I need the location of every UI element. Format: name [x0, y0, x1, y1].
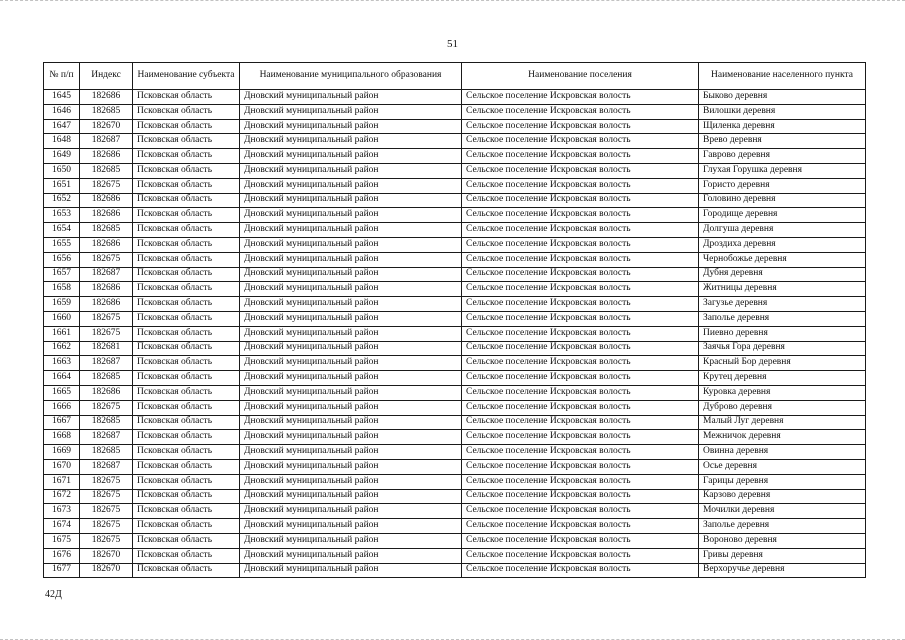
cell-municipality: Дновский муниципальный район: [240, 297, 462, 312]
cell-subject: Псковская область: [133, 326, 240, 341]
cell-municipality: Дновский муниципальный район: [240, 90, 462, 105]
cell-settlement: Сельское поселение Искровская волость: [462, 223, 699, 238]
table-row: [44, 252, 866, 267]
scan-edge-bottom: [0, 632, 905, 640]
table-row: [44, 237, 866, 252]
cell-municipality: Дновский муниципальный район: [240, 326, 462, 341]
cell-num: 1647: [44, 119, 80, 134]
cell-municipality: Дновский муниципальный район: [240, 193, 462, 208]
cell-municipality: Дновский муниципальный район: [240, 119, 462, 134]
cell-place: Пиевно деревня: [699, 326, 866, 341]
table-row: [44, 489, 866, 504]
cell-index: 182685: [80, 163, 133, 178]
cell-settlement: Сельское поселение Искровская волость: [462, 445, 699, 460]
scan-edge-top: [0, 0, 905, 6]
cell-place: Гористо деревня: [699, 178, 866, 193]
cell-subject: Псковская область: [133, 415, 240, 430]
cell-place: Дубня деревня: [699, 267, 866, 282]
cell-place: Куровка деревня: [699, 385, 866, 400]
cell-place: Заполье деревня: [699, 311, 866, 326]
cell-settlement: Сельское поселение Искровская волость: [462, 341, 699, 356]
cell-index: 182675: [80, 519, 133, 534]
cell-subject: Псковская область: [133, 533, 240, 548]
cell-place: Долгуша деревня: [699, 223, 866, 238]
cell-settlement: Сельское поселение Искровская волость: [462, 504, 699, 519]
cell-index: 182681: [80, 341, 133, 356]
table-row: [44, 311, 866, 326]
cell-place: Крутец деревня: [699, 371, 866, 386]
cell-place: Чернобожье деревня: [699, 252, 866, 267]
cell-num: 1653: [44, 208, 80, 223]
cell-place: Щиленка деревня: [699, 119, 866, 134]
cell-index: 182686: [80, 149, 133, 164]
table-row: [44, 104, 866, 119]
cell-municipality: Дновский муниципальный район: [240, 356, 462, 371]
cell-subject: Псковская область: [133, 371, 240, 386]
cell-index: 182685: [80, 371, 133, 386]
cell-subject: Псковская область: [133, 223, 240, 238]
table-row: [44, 385, 866, 400]
cell-num: 1670: [44, 459, 80, 474]
cell-municipality: Дновский муниципальный район: [240, 252, 462, 267]
cell-subject: Псковская область: [133, 267, 240, 282]
cell-subject: Псковская область: [133, 178, 240, 193]
cell-place: Вороново деревня: [699, 533, 866, 548]
cell-index: 182685: [80, 104, 133, 119]
cell-settlement: Сельское поселение Искровская волость: [462, 163, 699, 178]
cell-index: 182675: [80, 489, 133, 504]
header-index: Индекс: [80, 63, 133, 90]
cell-num: 1672: [44, 489, 80, 504]
cell-subject: Псковская область: [133, 504, 240, 519]
table-row: [44, 371, 866, 386]
cell-index: 182675: [80, 533, 133, 548]
cell-municipality: Дновский муниципальный район: [240, 178, 462, 193]
cell-municipality: Дновский муниципальный район: [240, 163, 462, 178]
cell-index: 182687: [80, 459, 133, 474]
cell-municipality: Дновский муниципальный район: [240, 149, 462, 164]
cell-num: 1673: [44, 504, 80, 519]
cell-municipality: Дновский муниципальный район: [240, 533, 462, 548]
table-header: [44, 63, 866, 90]
cell-settlement: Сельское поселение Искровская волость: [462, 311, 699, 326]
cell-municipality: Дновский муниципальный район: [240, 267, 462, 282]
cell-index: 182675: [80, 326, 133, 341]
cell-municipality: Дновский муниципальный район: [240, 504, 462, 519]
cell-index: 182686: [80, 237, 133, 252]
table-row: [44, 430, 866, 445]
cell-place: Загузье деревня: [699, 297, 866, 312]
table-row: [44, 178, 866, 193]
cell-settlement: Сельское поселение Искровская волость: [462, 193, 699, 208]
cell-settlement: Сельское поселение Искровская волость: [462, 371, 699, 386]
table-row: [44, 223, 866, 238]
cell-settlement: Сельское поселение Искровская волость: [462, 563, 699, 578]
cell-settlement: Сельское поселение Искровская волость: [462, 548, 699, 563]
cell-municipality: Дновский муниципальный район: [240, 385, 462, 400]
cell-place: Межничок деревня: [699, 430, 866, 445]
cell-index: 182686: [80, 297, 133, 312]
cell-num: 1650: [44, 163, 80, 178]
cell-settlement: Сельское поселение Искровская волость: [462, 267, 699, 282]
cell-place: Гривы деревня: [699, 548, 866, 563]
cell-index: 182685: [80, 445, 133, 460]
cell-index: 182675: [80, 504, 133, 519]
cell-subject: Псковская область: [133, 563, 240, 578]
cell-place: Карзово деревня: [699, 489, 866, 504]
cell-index: 182686: [80, 90, 133, 105]
cell-subject: Псковская область: [133, 445, 240, 460]
cell-num: 1669: [44, 445, 80, 460]
cell-num: 1651: [44, 178, 80, 193]
cell-subject: Псковская область: [133, 237, 240, 252]
cell-num: 1659: [44, 297, 80, 312]
cell-place: Глухая Горушка деревня: [699, 163, 866, 178]
cell-municipality: Дновский муниципальный район: [240, 415, 462, 430]
cell-subject: Псковская область: [133, 519, 240, 534]
cell-settlement: Сельское поселение Искровская волость: [462, 237, 699, 252]
cell-subject: Псковская область: [133, 134, 240, 149]
cell-index: 182675: [80, 178, 133, 193]
table-row: [44, 267, 866, 282]
settlements-table: [43, 62, 866, 578]
cell-num: 1676: [44, 548, 80, 563]
table-row: [44, 548, 866, 563]
cell-municipality: Дновский муниципальный район: [240, 223, 462, 238]
cell-settlement: Сельское поселение Искровская волость: [462, 104, 699, 119]
cell-place: Городище деревня: [699, 208, 866, 223]
table-row: [44, 504, 866, 519]
cell-subject: Псковская область: [133, 430, 240, 445]
cell-num: 1655: [44, 237, 80, 252]
cell-num: 1648: [44, 134, 80, 149]
header-num: № п/п: [44, 63, 80, 90]
cell-settlement: Сельское поселение Искровская волость: [462, 519, 699, 534]
table-row: [44, 519, 866, 534]
cell-index: 182675: [80, 252, 133, 267]
cell-municipality: Дновский муниципальный район: [240, 134, 462, 149]
cell-num: 1661: [44, 326, 80, 341]
cell-subject: Псковская область: [133, 356, 240, 371]
cell-settlement: Сельское поселение Искровская волость: [462, 385, 699, 400]
cell-index: 182686: [80, 193, 133, 208]
cell-place: Осье деревня: [699, 459, 866, 474]
cell-settlement: Сельское поселение Искровская волость: [462, 430, 699, 445]
cell-num: 1656: [44, 252, 80, 267]
cell-num: 1663: [44, 356, 80, 371]
cell-num: 1662: [44, 341, 80, 356]
cell-settlement: Сельское поселение Искровская волость: [462, 489, 699, 504]
table-row: [44, 415, 866, 430]
cell-municipality: Дновский муниципальный район: [240, 474, 462, 489]
cell-index: 182687: [80, 356, 133, 371]
cell-subject: Псковская область: [133, 385, 240, 400]
cell-municipality: Дновский муниципальный район: [240, 282, 462, 297]
cell-index: 182685: [80, 415, 133, 430]
cell-index: 182675: [80, 311, 133, 326]
table-row: [44, 297, 866, 312]
cell-num: 1666: [44, 400, 80, 415]
cell-subject: Псковская область: [133, 400, 240, 415]
cell-subject: Псковская область: [133, 297, 240, 312]
cell-num: 1668: [44, 430, 80, 445]
cell-index: 182687: [80, 430, 133, 445]
cell-place: Дроздиха деревня: [699, 237, 866, 252]
cell-municipality: Дновский муниципальный район: [240, 400, 462, 415]
cell-subject: Псковская область: [133, 489, 240, 504]
table-row: [44, 208, 866, 223]
cell-subject: Псковская область: [133, 474, 240, 489]
cell-place: Гаврово деревня: [699, 149, 866, 164]
cell-settlement: Сельское поселение Искровская волость: [462, 356, 699, 371]
cell-subject: Псковская область: [133, 163, 240, 178]
table-row: [44, 282, 866, 297]
cell-num: 1665: [44, 385, 80, 400]
header-municipality: Наименование муниципального образования: [240, 63, 462, 90]
cell-settlement: Сельское поселение Искровская волость: [462, 415, 699, 430]
cell-subject: Псковская область: [133, 149, 240, 164]
cell-index: 182687: [80, 267, 133, 282]
cell-municipality: Дновский муниципальный район: [240, 237, 462, 252]
table-row: [44, 326, 866, 341]
table-row: [44, 356, 866, 371]
cell-municipality: Дновский муниципальный район: [240, 208, 462, 223]
cell-num: 1677: [44, 563, 80, 578]
cell-num: 1657: [44, 267, 80, 282]
cell-place: Гарицы деревня: [699, 474, 866, 489]
table-row: [44, 563, 866, 578]
cell-settlement: Сельское поселение Искровская волость: [462, 282, 699, 297]
cell-place: Житницы деревня: [699, 282, 866, 297]
cell-subject: Псковская область: [133, 193, 240, 208]
cell-settlement: Сельское поселение Искровская волость: [462, 326, 699, 341]
cell-num: 1675: [44, 533, 80, 548]
cell-municipality: Дновский муниципальный район: [240, 341, 462, 356]
cell-settlement: Сельское поселение Искровская волость: [462, 252, 699, 267]
cell-index: 182675: [80, 474, 133, 489]
cell-num: 1646: [44, 104, 80, 119]
table-row: [44, 341, 866, 356]
cell-municipality: Дновский муниципальный район: [240, 430, 462, 445]
cell-place: Быково деревня: [699, 90, 866, 105]
cell-municipality: Дновский муниципальный район: [240, 563, 462, 578]
footer-code: 42Д: [45, 589, 62, 600]
cell-subject: Псковская область: [133, 311, 240, 326]
table-body: [44, 90, 866, 578]
cell-subject: Псковская область: [133, 282, 240, 297]
header-settlement: Наименование поселения: [462, 63, 699, 90]
cell-num: 1674: [44, 519, 80, 534]
cell-municipality: Дновский муниципальный район: [240, 548, 462, 563]
table-row: [44, 193, 866, 208]
cell-subject: Псковская область: [133, 104, 240, 119]
cell-index: 182670: [80, 119, 133, 134]
cell-municipality: Дновский муниципальный район: [240, 489, 462, 504]
cell-place: Головино деревня: [699, 193, 866, 208]
cell-municipality: Дновский муниципальный район: [240, 371, 462, 386]
cell-settlement: Сельское поселение Искровская волость: [462, 400, 699, 415]
cell-place: Дуброво деревня: [699, 400, 866, 415]
cell-index: 182686: [80, 208, 133, 223]
cell-index: 182670: [80, 548, 133, 563]
cell-place: Красный Бор деревня: [699, 356, 866, 371]
cell-place: Мочилки деревня: [699, 504, 866, 519]
cell-place: Заячья Гора деревня: [699, 341, 866, 356]
cell-place: Врево деревня: [699, 134, 866, 149]
header-row: [44, 63, 866, 90]
table-row: [44, 445, 866, 460]
cell-index: 182675: [80, 400, 133, 415]
cell-place: Малый Луг деревня: [699, 415, 866, 430]
table-row: [44, 400, 866, 415]
cell-place: Заполье деревня: [699, 519, 866, 534]
cell-settlement: Сельское поселение Искровская волость: [462, 459, 699, 474]
cell-settlement: Сельское поселение Искровская волость: [462, 90, 699, 105]
cell-subject: Псковская область: [133, 90, 240, 105]
cell-settlement: Сельское поселение Искровская волость: [462, 149, 699, 164]
cell-index: 182686: [80, 385, 133, 400]
cell-num: 1652: [44, 193, 80, 208]
cell-subject: Псковская область: [133, 548, 240, 563]
cell-num: 1660: [44, 311, 80, 326]
cell-index: 182685: [80, 223, 133, 238]
cell-num: 1671: [44, 474, 80, 489]
cell-subject: Псковская область: [133, 459, 240, 474]
cell-municipality: Дновский муниципальный район: [240, 104, 462, 119]
cell-municipality: Дновский муниципальный район: [240, 445, 462, 460]
cell-settlement: Сельское поселение Искровская волость: [462, 119, 699, 134]
cell-num: 1664: [44, 371, 80, 386]
cell-subject: Псковская область: [133, 252, 240, 267]
cell-index: 182687: [80, 134, 133, 149]
cell-index: 182670: [80, 563, 133, 578]
table-row: [44, 459, 866, 474]
cell-num: 1649: [44, 149, 80, 164]
cell-subject: Псковская область: [133, 119, 240, 134]
cell-place: Овинна деревня: [699, 445, 866, 460]
cell-municipality: Дновский муниципальный район: [240, 311, 462, 326]
cell-num: 1658: [44, 282, 80, 297]
cell-settlement: Сельское поселение Искровская волость: [462, 208, 699, 223]
cell-place: Вилошки деревня: [699, 104, 866, 119]
table-row: [44, 163, 866, 178]
cell-settlement: Сельское поселение Искровская волость: [462, 297, 699, 312]
cell-municipality: Дновский муниципальный район: [240, 519, 462, 534]
cell-settlement: Сельское поселение Искровская волость: [462, 178, 699, 193]
table-row: [44, 149, 866, 164]
cell-settlement: Сельское поселение Искровская волость: [462, 533, 699, 548]
cell-settlement: Сельское поселение Искровская волость: [462, 474, 699, 489]
cell-num: 1645: [44, 90, 80, 105]
table-row: [44, 533, 866, 548]
table-row: [44, 474, 866, 489]
header-place: Наименование населенного пункта: [699, 63, 866, 90]
cell-settlement: Сельское поселение Искровская волость: [462, 134, 699, 149]
page-number: 51: [447, 38, 458, 50]
cell-index: 182686: [80, 282, 133, 297]
cell-subject: Псковская область: [133, 208, 240, 223]
header-subject: Наименование субъекта: [133, 63, 240, 90]
cell-place: Верхоручье деревня: [699, 563, 866, 578]
table-row: [44, 134, 866, 149]
cell-municipality: Дновский муниципальный район: [240, 459, 462, 474]
cell-num: 1654: [44, 223, 80, 238]
table-row: [44, 90, 866, 105]
table-row: [44, 119, 866, 134]
cell-subject: Псковская область: [133, 341, 240, 356]
cell-num: 1667: [44, 415, 80, 430]
